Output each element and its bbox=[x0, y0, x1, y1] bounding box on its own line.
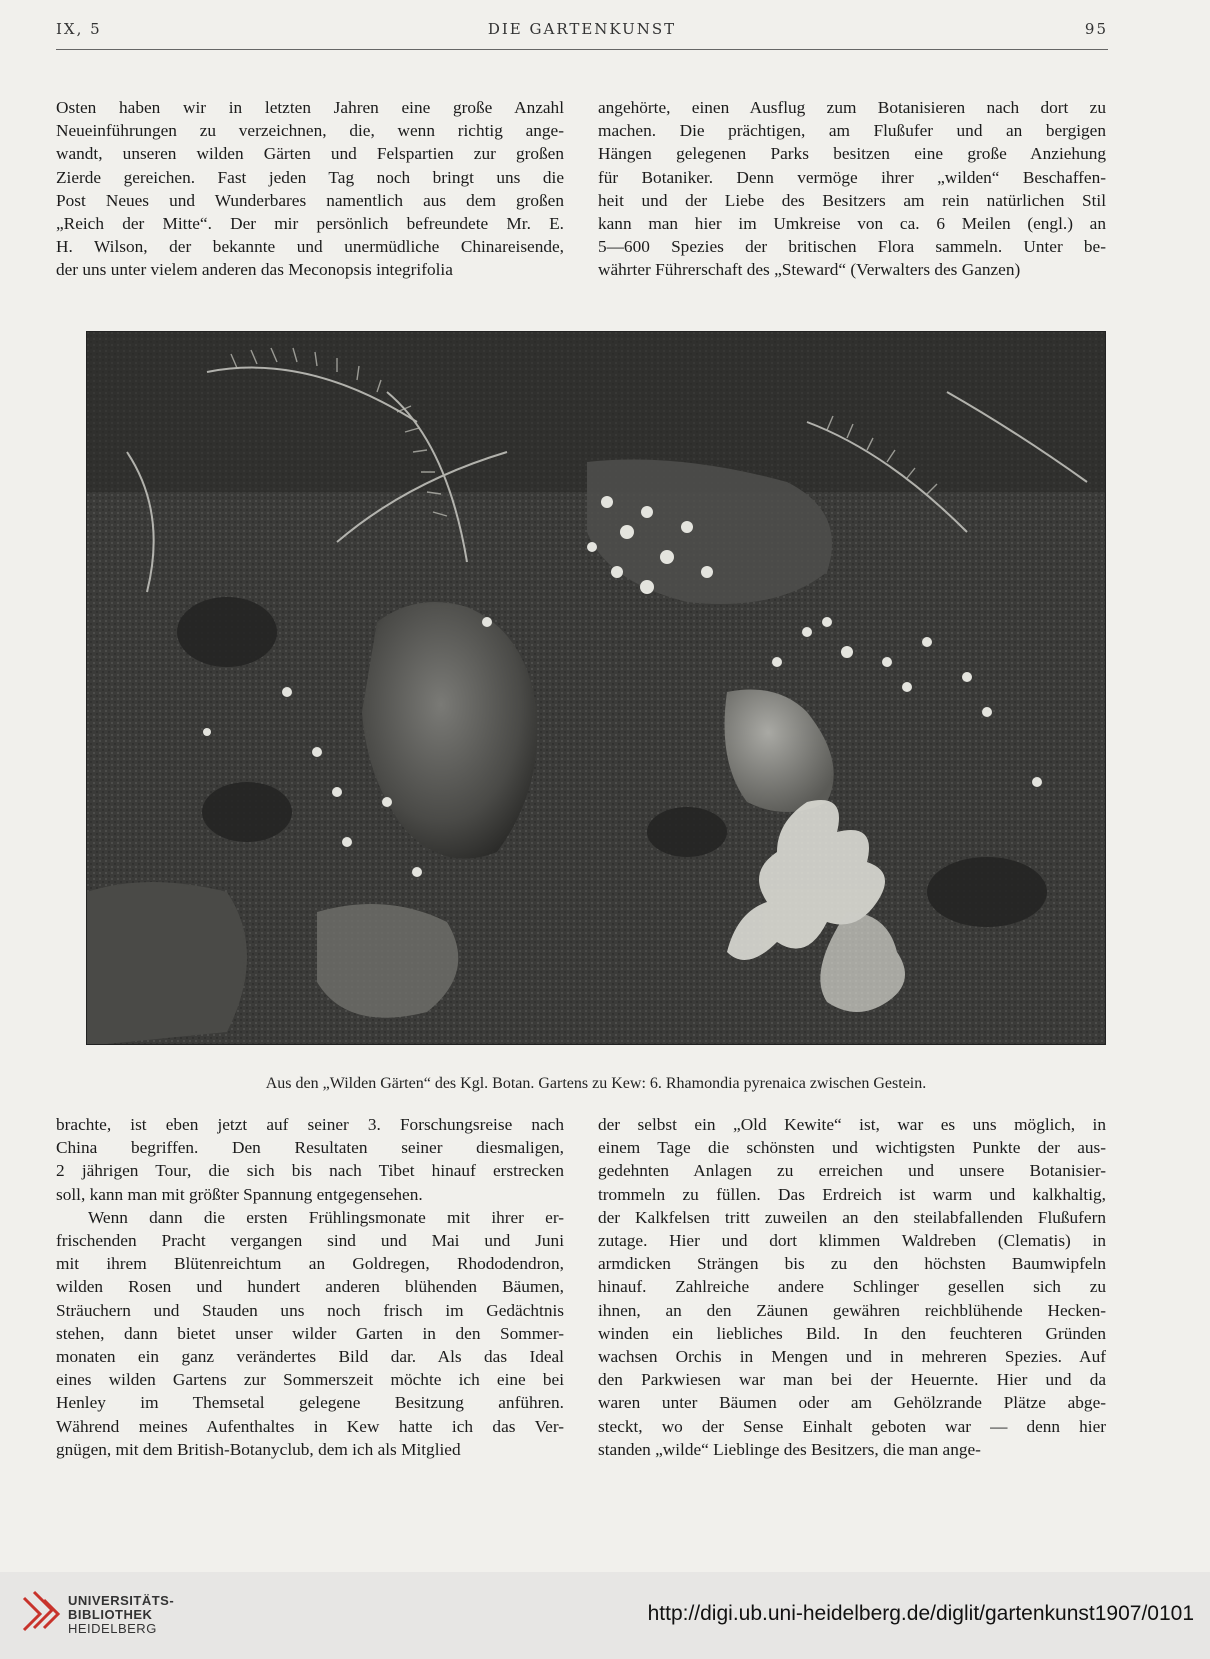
text-line: angehörte, einen Ausflug zum Botanisieren nach dort zu bbox=[598, 98, 1106, 117]
library-name-line1: UNIVERSITÄTS- bbox=[68, 1593, 175, 1608]
text-line: Wenn dann die ersten Frühlingsmonate mit ihrer er- bbox=[88, 1207, 564, 1227]
text-line: mit ihrem Blütenreichtum an Goldregen, Rhododendron, bbox=[56, 1254, 564, 1274]
figure-caption: Aus den „Wilden Gärten“ des Kgl. Botan. Gartens zu Kew: 6. Rhamondia pyrenaica zwischen Gestein. bbox=[265, 1075, 927, 1092]
text-line: Post Neues und Wunderbares namentlich aus dem großen bbox=[56, 190, 564, 210]
text-line: hinauf. Zahlreiche andere Schlinger gesellen sich zu bbox=[598, 1277, 1106, 1297]
text-line: „Reich der Mitte“. Der mir persönlich befreundete Mr. E. bbox=[56, 214, 564, 234]
text-line: für Botaniker. Denn vermöge ihrer „wilden“ Beschaffen- bbox=[598, 167, 1106, 187]
library-name-line2: BIBLIOTHEK bbox=[68, 1607, 153, 1622]
text-line: heit und der Liebe des Besitzers am rein natürlichen Stil bbox=[598, 190, 1106, 210]
text-line: ihnen, an den Zäunen gewähren reichblühende Hecken- bbox=[598, 1300, 1106, 1320]
text-line: der Kalkfelsen tritt zuweilen an den steilabfallenden Flußufern bbox=[598, 1207, 1106, 1227]
text-line: steckt, wo der Sense Einhalt geboten war — denn hier bbox=[598, 1416, 1106, 1436]
bottom-right-column bbox=[598, 1113, 1106, 1461]
text-line: der uns unter vielem anderen das Meconopsis integrifolia bbox=[56, 260, 453, 280]
text-line: Sträuchern und Stauden uns noch frisch im Gedächtnis bbox=[56, 1300, 564, 1320]
library-logo-icon bbox=[14, 1586, 62, 1642]
text-line: wilden Rosen und hundert anderen blühenden Bäumen, bbox=[56, 1277, 564, 1297]
text-line: Hängen gelegenen Parks besitzen eine große Anziehung bbox=[598, 144, 1106, 164]
text-line: frischenden Pracht vergangen sind und Mai und Juni bbox=[56, 1231, 564, 1251]
text-line: 2 jährigen Tour, die sich bis nach Tibet hinauf erstrecken bbox=[56, 1161, 564, 1181]
text-line: der selbst ein „Old Kewite“ ist, war es uns möglich, in bbox=[598, 1115, 1106, 1134]
library-name-line3: HEIDELBERG bbox=[68, 1621, 157, 1636]
text-line: winden ein liebliches Bild. In den feuchteren Gründen bbox=[598, 1323, 1106, 1343]
top-left-column bbox=[56, 96, 564, 282]
source-url-link[interactable]: http://digi.ub.uni-heidelberg.de/diglit/gartenkunst1907/0101 bbox=[647, 1602, 1194, 1625]
text-line: wandt, unseren wilden Gärten und Felspartien zur großen bbox=[56, 144, 564, 164]
digitization-footer bbox=[0, 1572, 1210, 1659]
bottom-left-column bbox=[56, 1113, 564, 1461]
text-line: Henley im Themsetal gelegene Besitzung anführen. bbox=[56, 1393, 564, 1413]
text-line: Neueinführungen zu verzeichnen, die, wenn richtig ange- bbox=[56, 121, 564, 141]
text-line: währter Führerschaft des „Steward“ (Verwalters des Ganzen) bbox=[598, 260, 1021, 280]
text-line: eines wilden Gartens zur Sommerszeit möchte ich eine bei bbox=[56, 1370, 564, 1390]
text-line: China begriffen. Den Resultaten seiner diesmaligen, bbox=[56, 1138, 564, 1158]
text-line: Osten haben wir in letzten Jahren eine große Anzahl bbox=[56, 98, 564, 117]
text-line: soll, kann man mit größter Spannung entgegensehen. bbox=[56, 1184, 423, 1204]
header-rule bbox=[56, 49, 1108, 50]
text-line: stehen, dann bietet unser wilder Garten in den Sommer- bbox=[56, 1323, 564, 1343]
running-header bbox=[56, 20, 1108, 42]
text-line: 5—600 Spezies der britischen Flora sammeln. Unter be- bbox=[598, 237, 1106, 257]
page-number: 95 bbox=[1084, 20, 1108, 38]
text-line: Während meines Aufenthaltes in Kew hatte ich das Ver- bbox=[56, 1416, 564, 1436]
text-line: machen. Die prächtigen, am Flußufer und an bergigen bbox=[598, 121, 1106, 141]
text-line: einem Tage die schönsten und wichtigsten Punkte der aus- bbox=[598, 1138, 1106, 1158]
text-line: zutage. Hier und dort klimmen Waldreben (Clematis) in bbox=[598, 1231, 1106, 1251]
journal-title: DIE GARTENKUNST bbox=[487, 20, 677, 38]
text-line: gnügen, mit dem British-Botanyclub, dem ich als Mitglied bbox=[56, 1439, 461, 1459]
text-line: waren unter Bäumen oder am Gehölzrande Plätze abge- bbox=[598, 1393, 1106, 1413]
library-name bbox=[68, 1594, 174, 1636]
text-line: H. Wilson, der bekannte und unermüdliche Chinareisende, bbox=[56, 237, 564, 257]
text-line: den Parkwiesen war man bei der Heuernte. Hier und da bbox=[598, 1370, 1106, 1390]
text-line: armdicken Strängen bis zu den höchsten Baumwipfeln bbox=[598, 1254, 1106, 1274]
text-line: trommeln zu füllen. Das Erdreich ist warm und kalkhaltig, bbox=[598, 1184, 1106, 1204]
text-line: Zierde gereichen. Fast jeden Tag noch bringt uns die bbox=[56, 167, 564, 187]
text-line: monaten ein ganz verändertes Bild dar. Als das Ideal bbox=[56, 1347, 564, 1367]
text-line: wachsen Orchis in Mengen und in mehreren Spezies. Auf bbox=[598, 1347, 1106, 1367]
text-line: brachte, ist eben jetzt auf seiner 3. Forschungsreise nach bbox=[56, 1115, 564, 1134]
text-line: standen „wilde“ Lieblinge des Besitzers, die man ange- bbox=[598, 1439, 981, 1459]
top-right-column bbox=[598, 96, 1106, 282]
garden-photograph bbox=[86, 331, 1106, 1045]
text-line: gedehnten Anlagen zu erreichen und unsere Botanisier- bbox=[598, 1161, 1106, 1181]
volume-number: IX, 5 bbox=[56, 20, 102, 38]
text-line: kann man hier im Umkreise von ca. 6 Meilen (engl.) an bbox=[598, 214, 1106, 234]
